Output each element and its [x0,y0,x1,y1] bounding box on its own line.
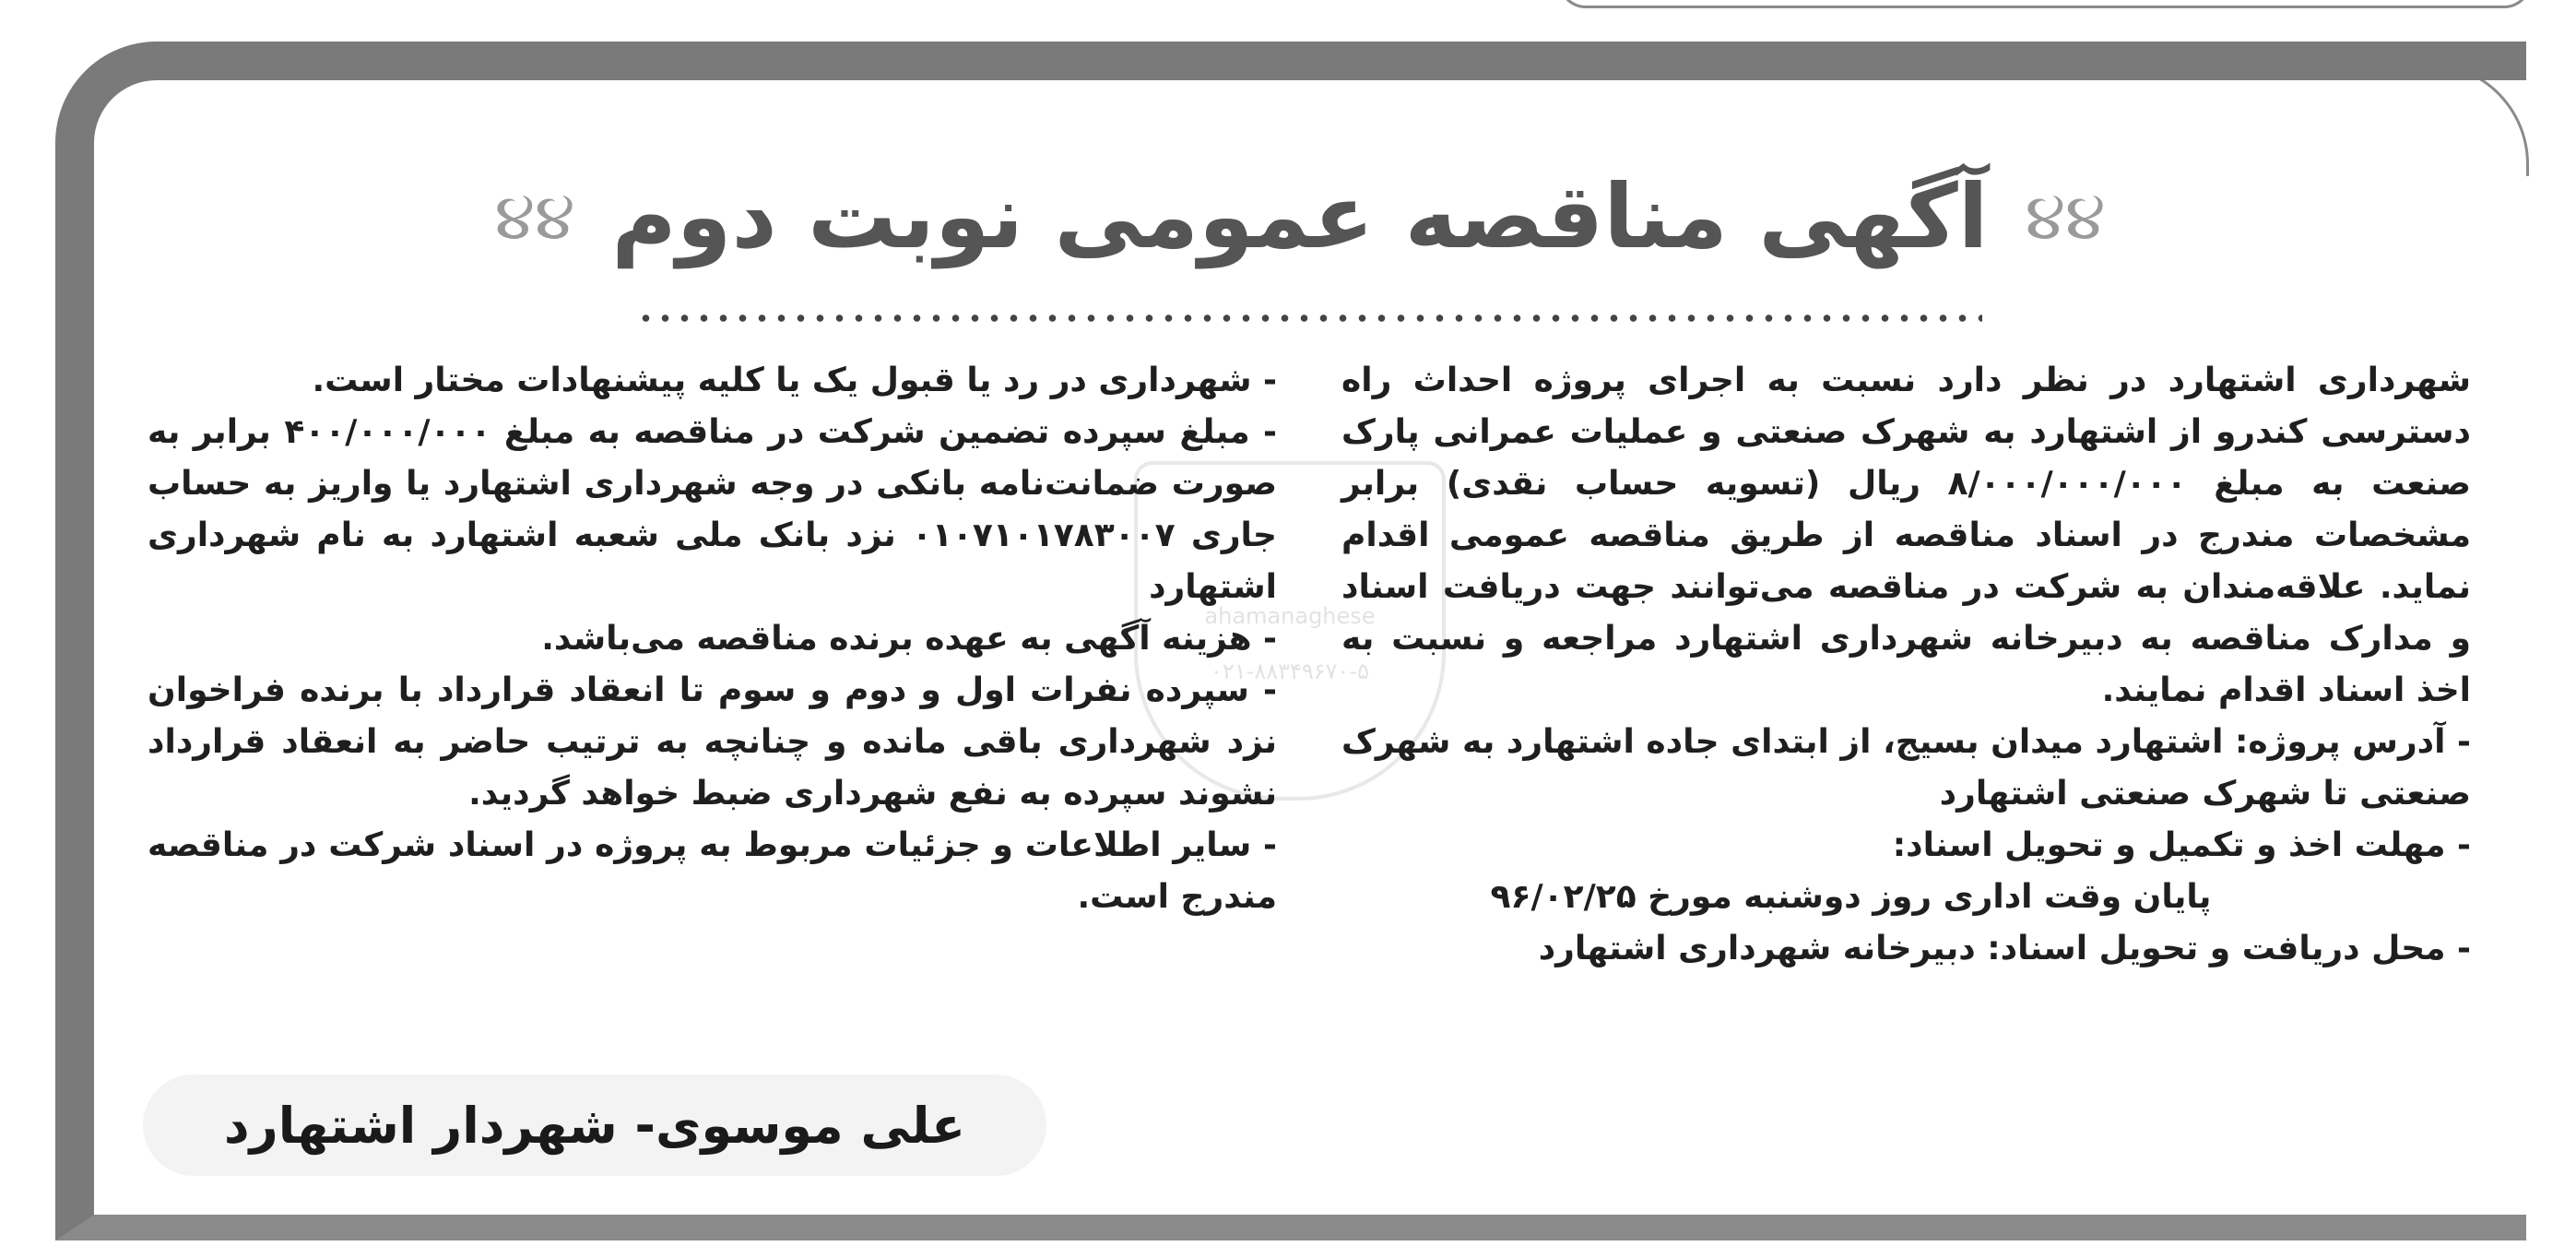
ornament-left-icon: ૪૪ [494,178,575,255]
signature-box [143,1074,1046,1176]
watermark-phone: ۰۲۱-۸۸۳۴۹۶۷۰-۵ [1210,659,1369,684]
condition-item-1: - شهرداری در رد یا قبول یک یا کلیه پیشنهادات مختار است. [312,362,1277,399]
frame-tick-border [232,42,2445,80]
right-column [1341,355,2471,975]
signature-text: علی موسوی- شهردار اشتهارد [223,1096,966,1155]
condition-item-4: - سپرده نفرات اول و دوم و سوم تا انعقاد قرارداد با برنده فراخوان نزد شهرداری باقی مانده و چنانچه به ترتیب حاضر به انعقاد قرارداد نشوند سپرده به نفع شهرداری ضبط خواهد گردید. [148,671,1277,813]
title-row [494,148,2106,286]
condition-item-3: - هزینه آگهی به عهده برنده مناقصه می‌باشد. [541,620,1277,658]
watermark-text: ahamanaghese [1204,603,1376,629]
left-column [148,355,1277,923]
ad-title: آگهی مناقصه عمومی نوبت دوم [611,165,1989,268]
condition-item-2: - مبلغ سپرده تضمین شرکت در مناقصه به مبلغ ۴۰۰/۰۰۰/۰۰۰ برابر به صورت ضمانت‌نامه بانکی در وجه شهرداری اشتهارد یا واریز به حساب جاری ۰۱۰۷۱۰۱۷۸۳۰۰۷ نزد بانک ملی شعبه اشتهارد به نام شهرداری اشتهارد [148,413,1278,606]
deadline-value: پایان وقت اداری روز دوشنبه مورخ ۹۶/۰۲/۲۵ [1490,878,2212,916]
dotted-divider [636,314,1982,323]
intro-paragraph: شهرداری اشتهارد در نظر دارد نسبت به اجرای پروژه احداث راه دسترسی کندرو از اشتهارد به شهرک صنعتی و عملیات عمرانی پارک صنعت به مبلغ ۸/۰۰۰/۰۰۰/۰۰۰ ریال (تسویه حساب نقدی) برابر مشخصات مندرج در اسناد مناقصه از طریق مناقصه عمومی اقدام نماید. علاقه‌مندان به شرکت در مناقصه می‌توانند جهت دریافت اسناد و مدارک مناقصه به دبیرخانه شهرداری اشتهارد مراجعه و نسبت به اخذ اسناد اقدام نمایند. [1341,362,2471,709]
condition-item-5: - سایر اطلاعات و جزئیات مربوط به پروژه در اسناد شرکت در مناقصه مندرج است. [148,826,1277,916]
top-tab-border [1558,0,2532,8]
deadline-label: - مهلت اخذ و تکمیل و تحویل اسناد: [1892,826,2471,864]
project-address: - آدرس پروژه: اشتهارد میدان بسیج، از ابتدای جاده اشتهارد به شهرک صنعتی تا شهرک صنعتی اشتهارد [1341,723,2471,813]
document-location: - محل دریافت و تحویل اسناد: دبیرخانه شهرداری اشتهارد [1538,930,2471,967]
ornament-right-icon: ૪૪ [2025,178,2106,255]
